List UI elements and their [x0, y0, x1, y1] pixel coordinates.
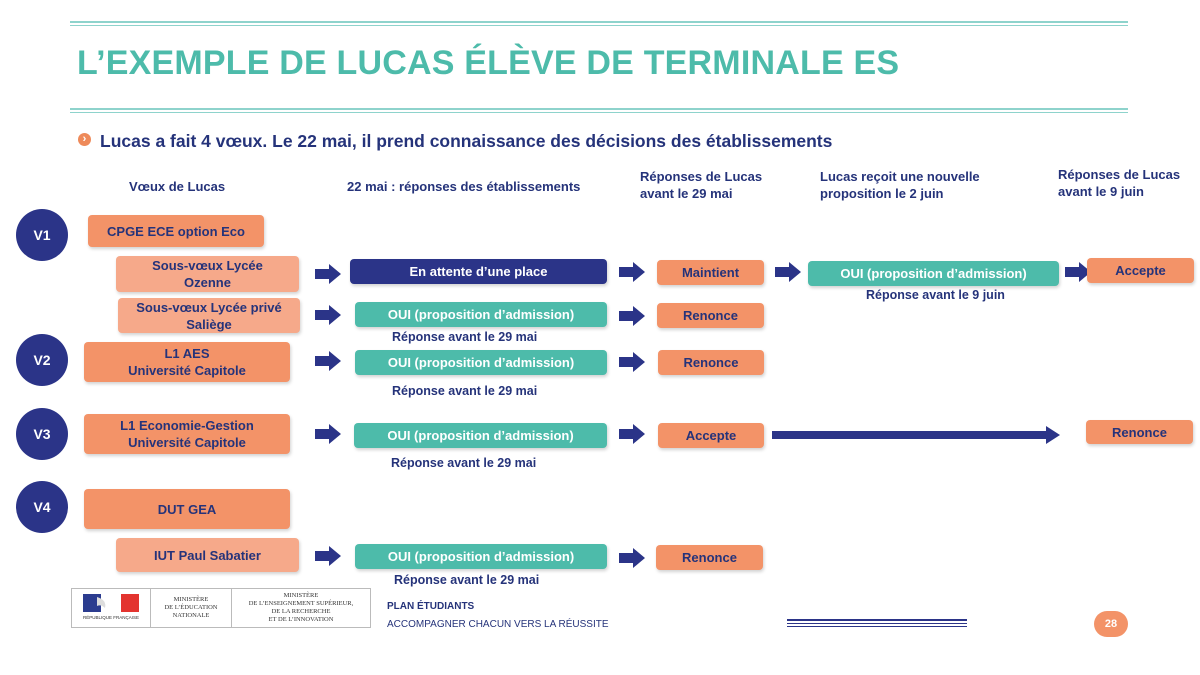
- title-rule: [70, 108, 1128, 110]
- v1-sub1-final: Accepte: [1087, 258, 1194, 283]
- v4-sub-name: IUT Paul Sabatier: [116, 538, 299, 572]
- v3-etab: OUI (proposition d’admission): [354, 423, 607, 448]
- arrow-right-icon: [619, 262, 645, 282]
- v1-sub1-etab: En attente d’une place: [350, 259, 607, 284]
- col-reponses-29: Réponses de Lucas avant le 29 mai: [640, 169, 763, 201]
- footer-rule-3: [787, 626, 967, 627]
- page-title: L’EXEMPLE DE LUCAS ÉLÈVE DE TERMINALE ES: [77, 44, 900, 82]
- arrow-right-icon: [315, 264, 341, 284]
- footer-line1: PLAN ÉTUDIANTS: [387, 601, 475, 612]
- v2-reponse: Renonce: [658, 350, 764, 375]
- v4-voeu: DUT GEA: [84, 489, 290, 529]
- logo-mesri: MINISTÈRE DE L’ENSEIGNEMENT SUPÉRIEUR, DE LA RECHERCHE ET DE L’INNOVATION: [248, 592, 354, 623]
- v2-etab: OUI (proposition d’admission): [355, 350, 607, 375]
- v4-sub-note: Réponse avant le 29 mai: [394, 573, 540, 587]
- subtitle: Lucas a fait 4 vœux. Le 22 mai, il prend connaissance des décisions des établissements: [100, 131, 833, 151]
- v4-sub-etab: OUI (proposition d’admission): [355, 544, 607, 569]
- ministry-logo: [71, 588, 371, 628]
- v1-sub2-name: Sous-vœux Lycée privé Saliège: [118, 298, 300, 333]
- col-reponses-9: Réponses de Lucas avant le 9 juin: [1058, 167, 1181, 199]
- top-rule-2: [70, 25, 1128, 26]
- arrow-right-icon: [315, 351, 341, 371]
- v4-circle: V4: [16, 481, 68, 533]
- arrow-right-icon: [775, 262, 801, 282]
- v3-reponse: Accepte: [658, 423, 764, 448]
- arrow-right-icon: [315, 546, 341, 566]
- v2-voeu: L1 AES Université Capitole: [84, 342, 290, 382]
- title-rule-2: [70, 112, 1128, 113]
- arrow-right-icon: [619, 424, 645, 444]
- top-rule: [70, 21, 1128, 23]
- bullet-arrow-icon: ›: [78, 133, 91, 146]
- arrow-right-icon: [315, 424, 341, 444]
- col-reponses-etab: 22 mai : réponses des établissements: [347, 179, 581, 194]
- v2-circle: V2: [16, 334, 68, 386]
- v1-sub1-reponse: Maintient: [657, 260, 764, 285]
- footer-line2: ACCOMPAGNER CHACUN VERS LA RÉUSSITE: [387, 619, 609, 630]
- long-arrow-icon: [772, 425, 1060, 445]
- v1-sub2-etab: OUI (proposition d’admission): [355, 302, 607, 327]
- col-voeux: Vœux de Lucas: [129, 179, 226, 194]
- page-number: 28: [1094, 611, 1128, 637]
- arrow-right-icon: [619, 306, 645, 326]
- footer-rule-1: [787, 619, 967, 621]
- logo-men: MINISTÈRE DE L’ÉDUCATION NATIONALE: [164, 596, 218, 619]
- v3-final: Renonce: [1086, 420, 1193, 444]
- v1-circle: V1: [16, 209, 68, 261]
- v1-sub2-reponse: Renonce: [657, 303, 764, 328]
- v2-note: Réponse avant le 29 mai: [392, 384, 538, 398]
- v3-circle: V3: [16, 408, 68, 460]
- v1-sub1-prop-note: Réponse avant le 9 juin: [866, 288, 1005, 302]
- v1-sub1-name: Sous-vœux Lycée Ozenne: [116, 256, 299, 292]
- v1-voeu: CPGE ECE option Eco: [88, 215, 264, 247]
- v1-sub1-prop: OUI (proposition d’admission): [808, 261, 1059, 286]
- arrow-right-icon: [619, 352, 645, 372]
- v1-sub2-note: Réponse avant le 29 mai: [392, 330, 538, 344]
- arrow-right-icon: [315, 305, 341, 325]
- marianne-icon: [83, 594, 139, 612]
- footer-rule-2: [787, 623, 967, 624]
- v3-voeu: L1 Economie-Gestion Université Capitole: [84, 414, 290, 454]
- republique-logo: RÉPUBLIQUE FRANÇAISE: [72, 589, 150, 627]
- v4-sub-reponse: Renonce: [656, 545, 763, 570]
- v3-note: Réponse avant le 29 mai: [391, 456, 537, 470]
- col-nouvelle-prop: Lucas reçoit une nouvelle proposition le 2 juin: [820, 169, 980, 201]
- arrow-right-icon: [619, 548, 645, 568]
